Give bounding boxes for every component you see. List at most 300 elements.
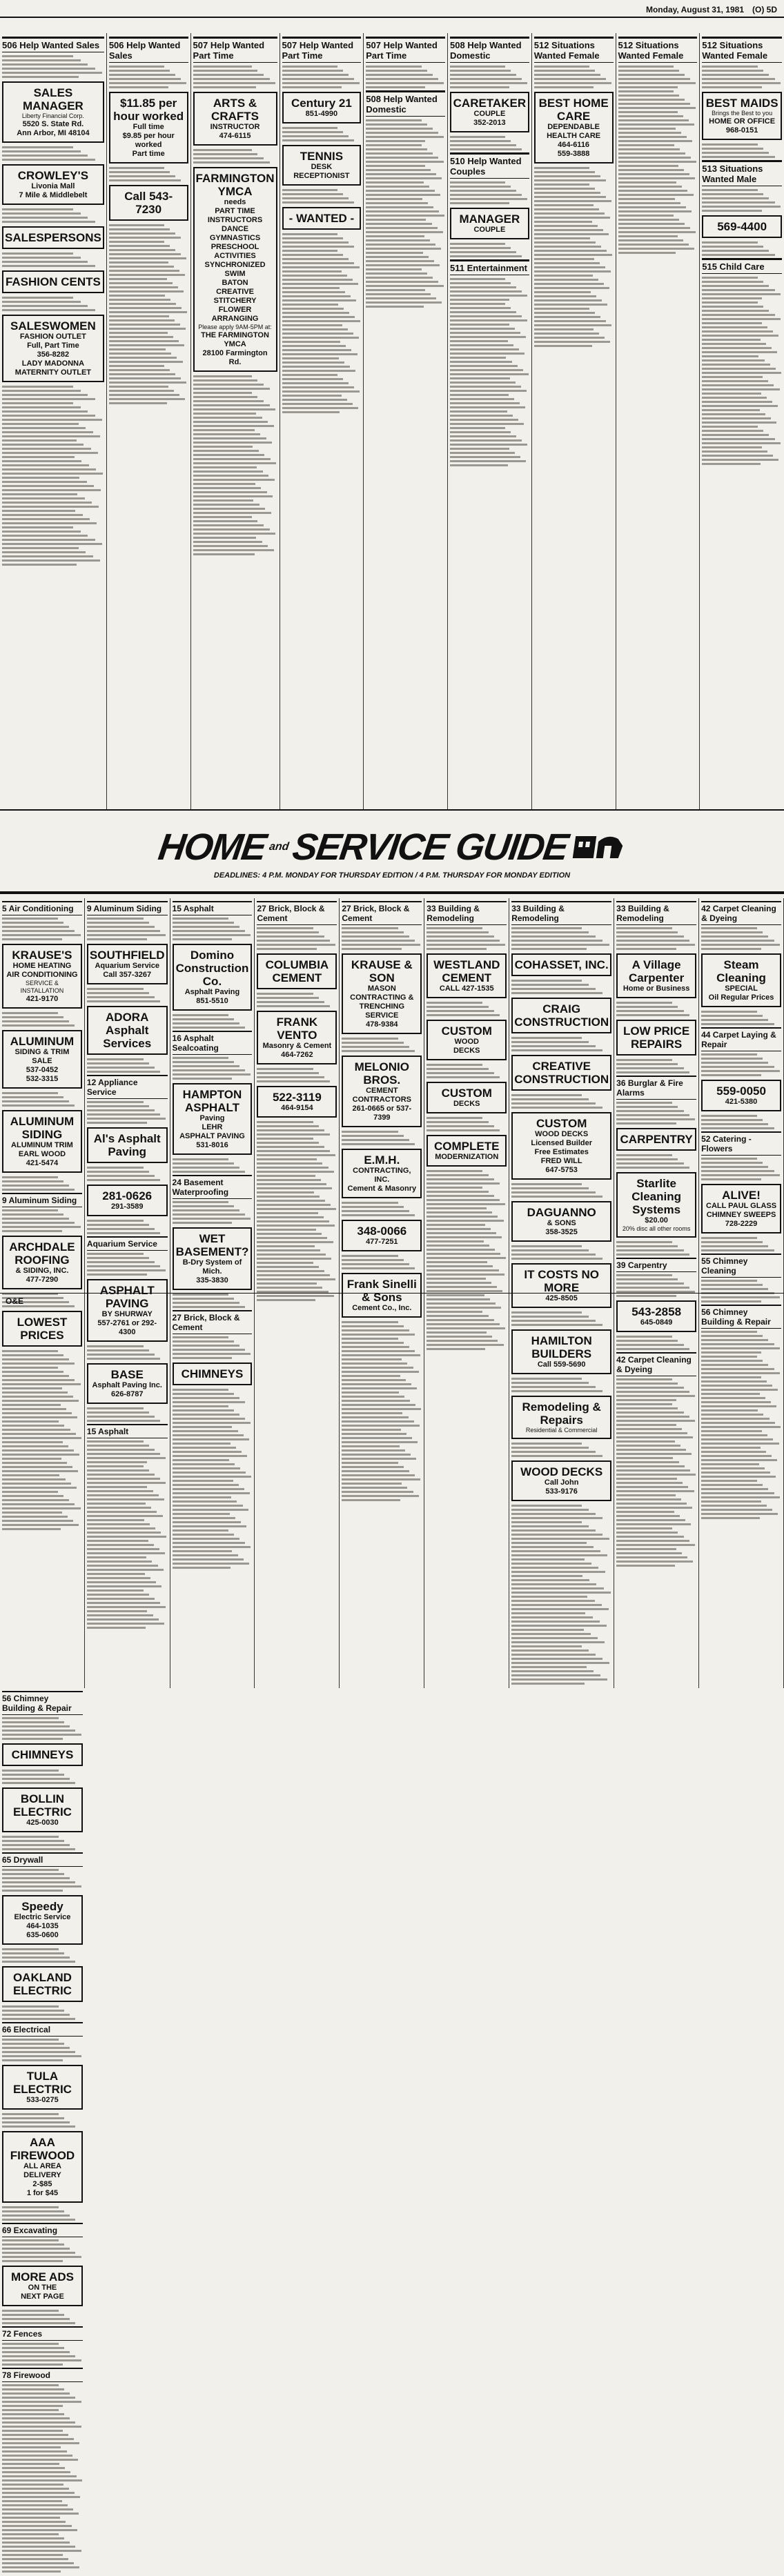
fine-print-block: [87, 988, 168, 1002]
display-ad: [282, 92, 362, 123]
fine-print-block: [427, 1187, 507, 1350]
guide-title-right: SERVICE GUIDE: [290, 826, 570, 868]
ad-line: Starlite Cleaning Systems: [631, 1177, 682, 1216]
fine-print-block: [2, 2409, 83, 2573]
ad-line: ASPHALT PAVING: [179, 1132, 245, 1140]
ad-line: 1 for $45: [26, 2189, 59, 2197]
fine-print-block: [511, 1245, 611, 1260]
ad-line: EARL WOOD: [18, 1150, 66, 1158]
display-ad: [2, 1787, 83, 1832]
fine-print-block: [450, 66, 529, 88]
classified-column-7: [532, 33, 616, 809]
display-ad: [511, 1201, 611, 1242]
ad-line: SALESWOMEN: [10, 319, 96, 333]
fine-print-block: [702, 143, 782, 158]
fine-print-block: [87, 1465, 168, 1629]
ad-line: 522-3119: [272, 1091, 322, 1104]
fine-print-block: [173, 1201, 253, 1224]
ad-line: 464-1035: [26, 1922, 59, 1930]
fine-print-block: [701, 1053, 781, 1076]
fine-print-block: [173, 918, 253, 940]
fine-print-block: [109, 241, 188, 404]
ad-line: SYNCHRONIZED SWIM: [204, 261, 266, 278]
display-ad: [2, 315, 104, 382]
ad-line: 645-0849: [640, 1318, 673, 1327]
ad-line: BEST HOME CARE: [538, 97, 609, 123]
fine-print-block: [2, 1209, 82, 1232]
display-ad: [2, 944, 82, 1009]
display-ad: [2, 1311, 82, 1347]
display-ad: [616, 1128, 696, 1151]
display-ad: [427, 953, 507, 998]
fine-print-block: [616, 927, 696, 950]
ad-line: A Village Carpenter: [628, 958, 685, 984]
ad-line: PRESCHOOL ACTIVITIES: [210, 243, 259, 260]
display-ad: [2, 1236, 82, 1289]
ad-line: BASE: [110, 1368, 144, 1381]
fine-print-block: [366, 119, 445, 142]
fine-print-block: [701, 1331, 781, 1354]
ad-line: HEALTH CARE: [547, 132, 601, 140]
fine-print-block: [511, 1521, 611, 1685]
ad-line: NEXT PAGE: [21, 2292, 64, 2301]
fine-print-block: [618, 66, 698, 88]
display-ad: [342, 1220, 422, 1251]
ad-line: $20.00: [645, 1216, 668, 1225]
section-heading: 24 Basement Waterproofing: [173, 1175, 253, 1199]
fine-print-block: [193, 66, 277, 88]
fine-print-block: [87, 918, 168, 940]
ad-line: 261-0665 or 537-7399: [352, 1104, 412, 1122]
fine-print-block: [2, 1176, 82, 1191]
display-ad: [2, 1030, 82, 1089]
ad-line: CUSTOM: [441, 1024, 492, 1038]
ad-line: 647-5753: [545, 1166, 578, 1174]
display-ad: [2, 226, 104, 249]
ad-line: CALL 427-1535: [439, 984, 494, 993]
fine-print-block: [193, 375, 277, 390]
fine-print-block: [257, 927, 337, 950]
ad-line: CHIMNEYS: [11, 1748, 74, 1761]
ad-line: AAA FIREWOOD: [10, 2136, 75, 2162]
fine-print-block: [616, 1378, 696, 1401]
ad-line: LOWEST PRICES: [17, 1316, 68, 1342]
display-ad: [2, 2065, 83, 2110]
ad-line: needs: [224, 198, 246, 206]
ad-line: CUSTOM: [536, 1117, 587, 1130]
ad-line: Oil Regular Prices: [708, 993, 774, 1002]
ad-line: 425-8505: [545, 1294, 578, 1302]
ad-line: Full, Part Time: [27, 341, 79, 350]
ad-line: CARPENTRY: [620, 1133, 693, 1146]
fine-print-block: [701, 1011, 781, 1025]
ad-line: Masonry & Cement: [262, 1042, 332, 1050]
classified-column-2: [107, 33, 191, 809]
fine-print-block: [616, 1102, 696, 1124]
page-footer: [0, 1293, 784, 1309]
ad-line: BATON: [222, 279, 248, 287]
section-heading: 506 Help Wanted Sales: [109, 37, 188, 63]
home-service-guide-banner: [0, 814, 784, 894]
fine-print-block: [511, 1378, 611, 1392]
display-ad: [173, 1363, 253, 1385]
ad-line: WOOD: [454, 1038, 479, 1046]
ad-line: HAMPTON ASPHALT: [182, 1088, 242, 1114]
fine-print-block: [2, 1012, 82, 1027]
ad-line: Please apply 9AM-5PM at:: [198, 324, 272, 330]
display-ad: [87, 1127, 168, 1163]
display-ad: [193, 92, 277, 146]
fine-print-block: [2, 2039, 83, 2061]
section-heading: 72 Fences: [2, 2326, 83, 2341]
fine-print-block: [2, 1869, 83, 1892]
section-heading: 508 Help Wanted Domestic: [450, 37, 529, 63]
display-ad: [87, 944, 168, 984]
ad-line: ARTS & CRAFTS: [211, 97, 259, 123]
section-heading: 15 Asphalt: [87, 1424, 168, 1438]
display-ad: [511, 1112, 611, 1180]
ad-line: CREATIVE CONSTRUCTION: [514, 1060, 609, 1086]
fine-print-block: [427, 1064, 507, 1078]
fine-print-block: [2, 386, 104, 400]
fine-print-block: [450, 181, 529, 204]
ad-line: Century 21: [291, 97, 352, 110]
fine-print-block: [702, 189, 782, 212]
fine-print-block: [342, 1131, 422, 1145]
ad-line: 335-3830: [196, 1276, 228, 1285]
fine-print-block: [616, 1241, 696, 1256]
classified-column-3: [191, 33, 280, 809]
fine-print-block: [427, 927, 507, 950]
ad-line: Cement Co., Inc.: [352, 1304, 412, 1312]
ad-line: DESK RECEPTIONIST: [293, 163, 350, 180]
page-ref: (O) 5D: [752, 5, 777, 14]
display-ad: [427, 1135, 507, 1167]
fine-print-block: [2, 2239, 83, 2262]
ad-line: 559-0050: [716, 1084, 766, 1098]
fine-print-block: [257, 1068, 337, 1082]
ad-line: 533-9176: [545, 1487, 578, 1496]
ad-line: 968-0151: [725, 126, 758, 135]
ad-line: HOME HEATING: [12, 962, 72, 970]
fine-print-block: [2, 146, 104, 161]
display-ad: [193, 167, 277, 372]
ad-line: CREATIVE STITCHERY: [213, 288, 257, 305]
ad-line: MANAGER: [459, 212, 520, 226]
ad-line: 2-$85: [32, 2180, 52, 2188]
display-ad: [616, 1172, 696, 1238]
section-heading: 69 Excavating: [2, 2223, 83, 2237]
display-ad: [702, 92, 782, 140]
ad-line: 559-3888: [557, 150, 590, 158]
ad-line: LADY MADONNA: [21, 359, 85, 368]
fine-print-block: [2, 1948, 83, 1963]
ad-line: INSTRUCTOR: [210, 123, 260, 131]
fine-print-block: [282, 189, 362, 204]
section-heading: 15 Asphalt: [173, 901, 253, 915]
ad-line: Call 559-5690: [537, 1360, 586, 1369]
fine-print-block: [366, 144, 445, 308]
ad-line: SPECIAL: [725, 984, 758, 993]
fine-print-block: [87, 1440, 168, 1463]
section-heading: 9 Aluminum Siding: [2, 1193, 82, 1207]
fine-print-block: [701, 1356, 781, 1519]
fine-print-block: [342, 1321, 422, 1336]
ad-line: Asphalt Paving: [184, 988, 240, 996]
classified-column-8: [616, 33, 700, 809]
display-ad: [87, 1006, 168, 1055]
deadlines-notice: DEADLINES: 4 P.M. MONDAY FOR THURSDAY EDITION / 4 P.M. THURSDAY FOR MONDAY EDITION: [213, 871, 571, 880]
display-ad: [427, 1082, 507, 1113]
fine-print-block: [193, 392, 277, 555]
display-ad: [109, 185, 188, 221]
ad-line: OAKLAND ELECTRIC: [12, 1971, 72, 1997]
ad-line: Licensed Builder: [531, 1139, 592, 1147]
fine-print-block: [2, 1092, 82, 1107]
ad-line: 464-9154: [281, 1104, 313, 1112]
ad-line: ASPHALT PAVING: [99, 1284, 155, 1310]
fine-print-block: [702, 241, 782, 256]
ad-line: ALIVE!: [722, 1189, 761, 1202]
ad-line: 421-9170: [26, 995, 59, 1003]
fine-print-block: [511, 927, 611, 950]
ad-line: FRED WILL: [540, 1157, 582, 1165]
display-ad: [257, 953, 337, 989]
ad-line: 537-0452: [26, 1066, 59, 1074]
section-heading: 27 Brick, Block & Cement: [173, 1310, 253, 1334]
ad-line: 626-8787: [110, 1390, 144, 1398]
section-heading: 507 Help Wanted Part Time: [193, 37, 277, 63]
ad-line: SALESPERSONS: [5, 231, 101, 244]
fine-print-block: [193, 149, 277, 164]
fine-print-block: [450, 136, 529, 150]
fine-print-block: [173, 1158, 253, 1173]
ad-line: Free Estimates: [534, 1148, 589, 1156]
fine-print-block: [109, 66, 188, 88]
display-ad: [616, 953, 696, 998]
ad-line: COLUMBIA CEMENT: [265, 958, 329, 984]
fine-print-block: [511, 1094, 611, 1109]
ad-line: CEMENT CONTRACTORS: [352, 1087, 411, 1104]
fine-print-block: [450, 303, 529, 466]
ad-line: Liberty Financial Corp.: [21, 112, 84, 119]
ad-line: Speedy: [21, 1900, 63, 1913]
fine-print-block: [616, 1002, 696, 1016]
ad-line: Residential & Commercial: [525, 1427, 598, 1434]
display-ad: [511, 953, 611, 976]
fine-print-block: [257, 1121, 337, 1136]
fine-print-block: [2, 402, 104, 566]
classified-column-9: [700, 33, 784, 809]
service-column-10: [0, 1688, 85, 2576]
fine-print-block: [511, 1183, 611, 1198]
ad-line: MORE ADS: [10, 2270, 74, 2283]
fine-print-block: [702, 277, 782, 299]
ad-line: IT COSTS NO MORE: [524, 1268, 599, 1294]
section-heading: 512 Situations Wanted Female: [618, 37, 698, 63]
ad-line: Aquarium Service: [95, 962, 159, 970]
ad-line: HOME OR OFFICE: [709, 117, 776, 126]
ad-line: Ann Arbor, MI 48104: [17, 129, 90, 137]
section-heading: 12 Appliance Service: [87, 1075, 168, 1099]
ad-line: DANCE: [221, 225, 249, 233]
ad-line: BEST MAIDS: [705, 97, 778, 110]
ad-line: LOW PRICE REPAIRS: [623, 1024, 690, 1051]
fine-print-block: [2, 55, 104, 78]
fine-print-block: [618, 90, 698, 254]
display-ad: [511, 1329, 611, 1374]
fine-print-block: [2, 2113, 83, 2128]
guide-title-left: HOME: [156, 826, 268, 868]
guide-title-and: and: [268, 841, 290, 853]
page-header: [0, 0, 784, 18]
section-heading: 55 Chimney Cleaning: [701, 1254, 781, 1278]
section-heading: 512 Situations Wanted Female: [534, 37, 614, 63]
fine-print-block: [282, 66, 362, 88]
ad-line: PART TIME: [215, 207, 255, 215]
ad-line: COHASSET, INC.: [514, 958, 609, 971]
fine-print-block: [2, 1367, 82, 1530]
classified-ads-section: [0, 33, 784, 811]
section-heading: 42 Carpet Cleaning & Dyeing: [701, 901, 781, 925]
ad-line: $11.85 per hour worked: [113, 97, 184, 123]
ad-line: GYMNASTICS: [209, 234, 261, 242]
ad-line: CHIMNEYS: [181, 1367, 244, 1380]
ad-line: ALL AREA DELIVERY: [23, 2162, 61, 2179]
fine-print-block: [2, 2005, 83, 2020]
fine-print-block: [2, 2206, 83, 2221]
section-heading: 33 Building & Remodeling: [616, 901, 696, 925]
fine-print-block: [342, 1338, 422, 1501]
ad-line: Livonia Mall: [31, 182, 75, 190]
fine-print-block: [282, 233, 362, 248]
display-ad: [87, 1185, 168, 1216]
display-ad: [2, 2131, 83, 2203]
fine-print-block: [616, 1154, 696, 1169]
display-ad: [511, 1460, 611, 1501]
display-ad: [2, 1743, 83, 1766]
ad-line: 421-5380: [725, 1098, 758, 1106]
ad-line: 569-4400: [717, 220, 767, 233]
fine-print-block: [616, 1059, 696, 1073]
ad-line: ALUMINUM: [10, 1035, 75, 1048]
fine-print-block: [450, 243, 529, 257]
ad-line: Call 357-3267: [103, 971, 152, 979]
ad-line: ADORA Asphalt Services: [103, 1011, 152, 1050]
ad-line: 635-0600: [26, 1931, 59, 1939]
fine-print-block: [616, 1403, 696, 1567]
fine-print-block: [257, 1138, 337, 1301]
fine-print-block: [87, 1407, 168, 1422]
display-ad: [701, 953, 781, 1007]
ad-line: Remodeling & Repairs: [522, 1400, 601, 1427]
display-ad: [87, 1279, 168, 1342]
ad-line: ON THE: [28, 2283, 57, 2292]
fine-print-block: [511, 1443, 611, 1457]
section-heading: 512 Situations Wanted Female: [702, 37, 782, 63]
ad-line: DAGUANNO: [527, 1206, 596, 1219]
ad-line: MASON CONTRACTING &: [350, 984, 414, 1002]
fine-print-block: [87, 1058, 168, 1073]
fine-print-block: [173, 1014, 253, 1029]
ad-line: Asphalt Paving Inc.: [92, 1381, 162, 1389]
ad-line: BOLLIN ELECTRIC: [12, 1792, 72, 1819]
ad-line: 291-3589: [110, 1202, 144, 1211]
ad-line: BY SHURWAY: [101, 1310, 153, 1318]
fine-print-block: [701, 1158, 781, 1180]
section-heading: 508 Help Wanted Domestic: [366, 90, 445, 117]
ad-line: Full time: [133, 123, 164, 131]
ad-line: WET BASEMENT?: [175, 1232, 249, 1258]
section-heading: 78 Firewood: [2, 2368, 83, 2382]
display-ad: [511, 998, 611, 1033]
ad-line: 464-6116: [558, 141, 590, 149]
section-heading: 33 Building & Remodeling: [427, 901, 507, 925]
ad-line: B-Dry System of Mich.: [182, 1258, 242, 1276]
ad-line: CALL PAUL GLASS: [706, 1202, 777, 1210]
ad-line: 28100 Farmington Rd.: [202, 349, 268, 366]
ad-line: THE FARMINGTON YMCA: [201, 331, 269, 348]
ad-line: COMPLETE: [434, 1140, 500, 1153]
ad-line: 533-0275: [26, 2096, 59, 2104]
section-heading: 513 Situations Wanted Male: [702, 160, 782, 186]
section-heading: 9 Aluminum Siding: [87, 901, 168, 915]
ad-line: 557-2761 or 292-4300: [97, 1319, 157, 1336]
fine-print-block: [511, 1037, 611, 1051]
fine-print-block: [616, 1336, 696, 1350]
display-ad: [342, 953, 422, 1034]
ad-line: TRENCHING SERVICE: [359, 1002, 405, 1020]
fine-print-block: [701, 927, 781, 950]
ad-line: Part time: [132, 150, 165, 158]
display-ad: [427, 1020, 507, 1060]
display-ad: [2, 270, 104, 293]
display-ad: [701, 1080, 781, 1111]
ad-line: 477-7251: [366, 1238, 398, 1246]
fine-print-block: [342, 927, 422, 950]
ad-line: HAMILTON BUILDERS: [531, 1334, 592, 1360]
ad-line: FRANK VENTO: [276, 1015, 318, 1042]
ad-line: TULA ELECTRIC: [12, 2070, 72, 2096]
classified-column-4: [280, 33, 364, 809]
classified-column-6: [448, 33, 532, 809]
ad-line: 474-6115: [219, 132, 251, 140]
fine-print-block: [702, 66, 782, 88]
section-heading: 5 Air Conditioning: [2, 901, 82, 915]
fine-print-block: [702, 301, 782, 465]
section-heading: 65 Drywall: [2, 1852, 83, 1867]
fine-print-block: [534, 66, 614, 88]
ad-line: 281-0626: [102, 1189, 153, 1202]
classified-column-1: [0, 33, 107, 809]
ad-line: 543-2858: [631, 1305, 682, 1318]
ad-line: 20% disc all other rooms: [622, 1225, 691, 1232]
fine-print-block: [257, 993, 337, 1007]
ad-line: CARETAKER: [453, 97, 527, 110]
display-ad: [534, 92, 614, 164]
fine-print-block: [87, 1101, 168, 1124]
fine-print-block: [511, 1505, 611, 1519]
ad-line: 532-3315: [26, 1075, 59, 1083]
fine-print-block: [87, 1220, 168, 1234]
ad-line: Home or Business: [623, 984, 690, 993]
ad-line: 478-9384: [366, 1020, 398, 1029]
display-ad: [2, 164, 104, 205]
display-ad: [2, 1110, 82, 1173]
ad-line: SOUTHFIELD: [89, 949, 165, 962]
ad-line: DECKS: [453, 1100, 480, 1108]
ad-line: ALUMINUM TRIM: [11, 1141, 73, 1149]
